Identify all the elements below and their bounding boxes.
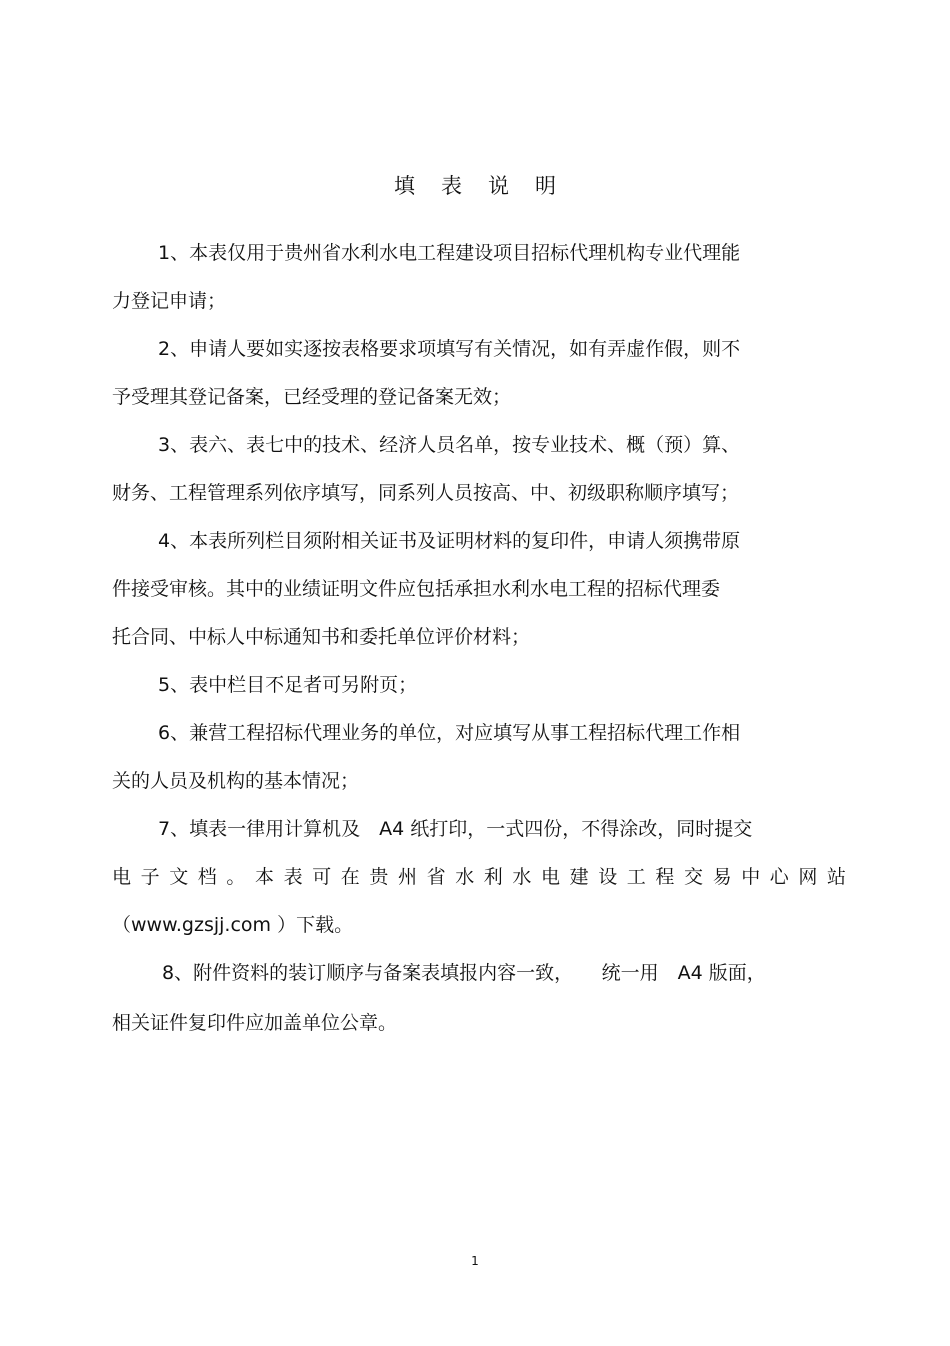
instruction-3-line-2: 财务、工程管理系列依序填写，同系列人员按高、中、初级职称顺序填写；	[112, 482, 740, 504]
instruction-4-line-2: 件接受审核。其中的业绩证明文件应包括承担水利水电工程的招标代理委	[112, 578, 721, 600]
instruction-7-line-2: 电子文档。本表可在贵州省水利水电建设工程交易中心网站	[112, 866, 856, 888]
instruction-2-line-1: 2、申请人要如实逐按表格要求项填写有关情况，如有弄虚作假，则不	[158, 338, 741, 360]
instruction-4-line-1: 4、本表所列栏目须附相关证书及证明材料的复印件，申请人须携带原	[158, 530, 741, 552]
instruction-8-line-2: 相关证件复印件应加盖单位公章。	[112, 1012, 398, 1034]
instruction-6-line-2: 关的人员及机构的基本情况；	[112, 770, 360, 792]
instruction-3-line-1: 3、表六、表七中的技术、经济人员名单，按专业技术、概（预）算、	[158, 434, 741, 456]
instruction-4-line-3: 托合同、中标人中标通知书和委托单位评价材料；	[112, 626, 531, 648]
instruction-1-line-1: 1、本表仅用于贵州省水利水电工程建设项目招标代理机构专业代理能	[158, 242, 741, 264]
page-title: 填表说明	[394, 174, 582, 198]
instruction-2-line-2: 予受理其登记备案，已经受理的登记备案无效；	[112, 386, 512, 408]
instruction-6-line-1: 6、兼营工程招标代理业务的单位，对应填写从事工程招标代理工作相	[158, 722, 741, 744]
instruction-7-line-1: 7、填表一律用计算机及 A4 纸打印，一式四份，不得涂改，同时提交	[158, 818, 753, 840]
instruction-7-line-3: （www.gzsjj.com ）下载。	[112, 914, 354, 936]
instruction-5-line-1: 5、表中栏目不足者可另附页；	[158, 674, 418, 696]
page-number: 1	[471, 1254, 479, 1268]
instruction-8-line-1: 8、附件资料的装订顺序与备案表填报内容一致， 统一用 A4 版面，	[162, 962, 766, 984]
instruction-1-line-2: 力登记申请；	[112, 290, 227, 312]
